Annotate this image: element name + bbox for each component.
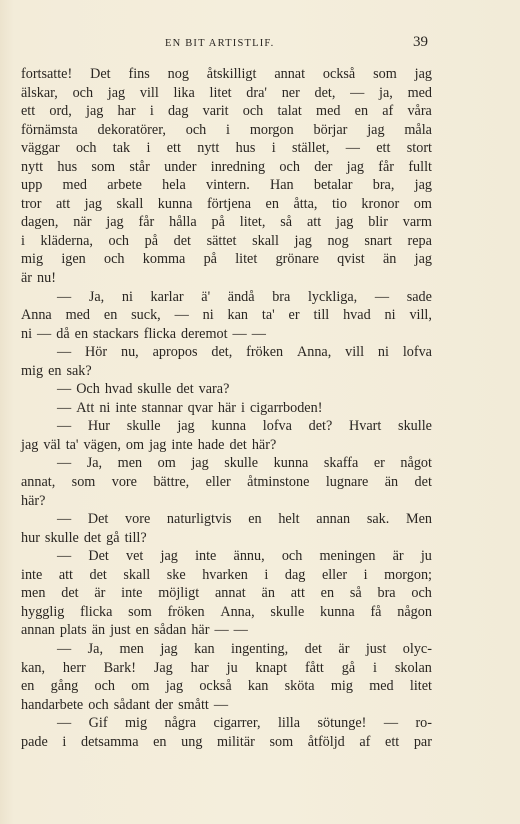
text-line: mig igen och komma på litet grönare qvist än jag xyxy=(21,251,432,268)
text-line: — Ja, men om jag skulle kunna skaffa er något xyxy=(57,455,432,472)
text-line: — Det vore naturligtvis en helt annan sak. Men xyxy=(57,511,432,528)
text-line: — Att ni inte stannar qvar här i cigarrboden! xyxy=(57,399,323,416)
text-line: — Det vet jag inte ännu, och meningen är ju xyxy=(57,548,432,565)
text-line: — Ja, ni karlar ä' ändå bra lyckliga, — sade xyxy=(57,288,432,305)
text-line: Anna med en suck, — ni kan ta' er till hvad ni vill, xyxy=(21,307,432,324)
text-line: tror att jag skall kunna förtjena en åtta, tio kronor om xyxy=(21,195,432,212)
body-text xyxy=(21,65,432,751)
text-line: älskar, och jag vill lika litet dra' ner det, — ja, med xyxy=(21,84,432,101)
text-line: hur skulle det gå till? xyxy=(21,529,147,546)
text-line: — Hur skulle jag kunna lofva det? Hvart skulle xyxy=(57,418,432,435)
text-line: mig en sak? xyxy=(21,362,92,379)
running-title: EN BIT ARTISTLIF. xyxy=(165,38,275,49)
text-line: i kläderna, och på det sättet skall jag nog snart repa xyxy=(21,232,432,249)
text-line: jag väl ta' vägen, om jag inte hade det här? xyxy=(21,436,277,453)
text-line: — Och hvad skulle det vara? xyxy=(57,381,230,398)
text-line: här? xyxy=(21,492,46,509)
text-line: annan plats än just en sådan här — — xyxy=(21,622,248,639)
text-line: väggar och tak i ett nytt hus i stället, — ett stort xyxy=(21,140,432,157)
text-line: upp med arbete hela vintern. Han betalar bra, jag xyxy=(21,177,432,194)
page-header xyxy=(0,34,520,54)
text-line: inte att det skall ske hvarken i dag eller i morgon; xyxy=(21,566,432,583)
page-number: 39 xyxy=(413,34,428,50)
text-line: kan, herr Bark! Jag har ju knapt fått gå i skolan xyxy=(21,659,432,676)
text-line: ni — då en stackars flicka deremot — — xyxy=(21,325,266,342)
text-line: en gång och om jag också kan sköta mig med litet xyxy=(21,678,432,695)
text-line: — Hör nu, apropos det, fröken Anna, vill ni lofva xyxy=(57,344,432,361)
text-line: — Gif mig några cigarrer, lilla sötunge! — ro- xyxy=(57,715,432,732)
text-line: men det är inte möjligt annat än att en så bra och xyxy=(21,585,432,602)
text-line: — Ja, men jag kan ingenting, det är just olyc- xyxy=(57,640,432,657)
text-line: nytt hus som står under inredning och der jag får fullt xyxy=(21,158,432,175)
text-line: fortsatte! Det fins nog åtskilligt annat också som jag xyxy=(21,66,432,82)
text-line: hygglig flicka som fröken Anna, skulle kunna få någon xyxy=(21,603,432,620)
text-line: handarbete och sådant der smått — xyxy=(21,696,229,713)
text-line: pade i detsamma en ung militär som åtföljd af ett par xyxy=(21,733,432,750)
text-line: annat, som vore bättre, eller åtminstone lugnare än det xyxy=(21,474,432,491)
text-line: ett ord, jag har i dag varit och talat med en af våra xyxy=(21,103,432,120)
text-line: är nu! xyxy=(21,270,56,287)
text-line: dagen, när jag får hålla på litet, så att jag blir varm xyxy=(21,214,432,231)
text-line: förnämsta dekoratörer, och i morgon börjar jag måla xyxy=(21,121,432,138)
